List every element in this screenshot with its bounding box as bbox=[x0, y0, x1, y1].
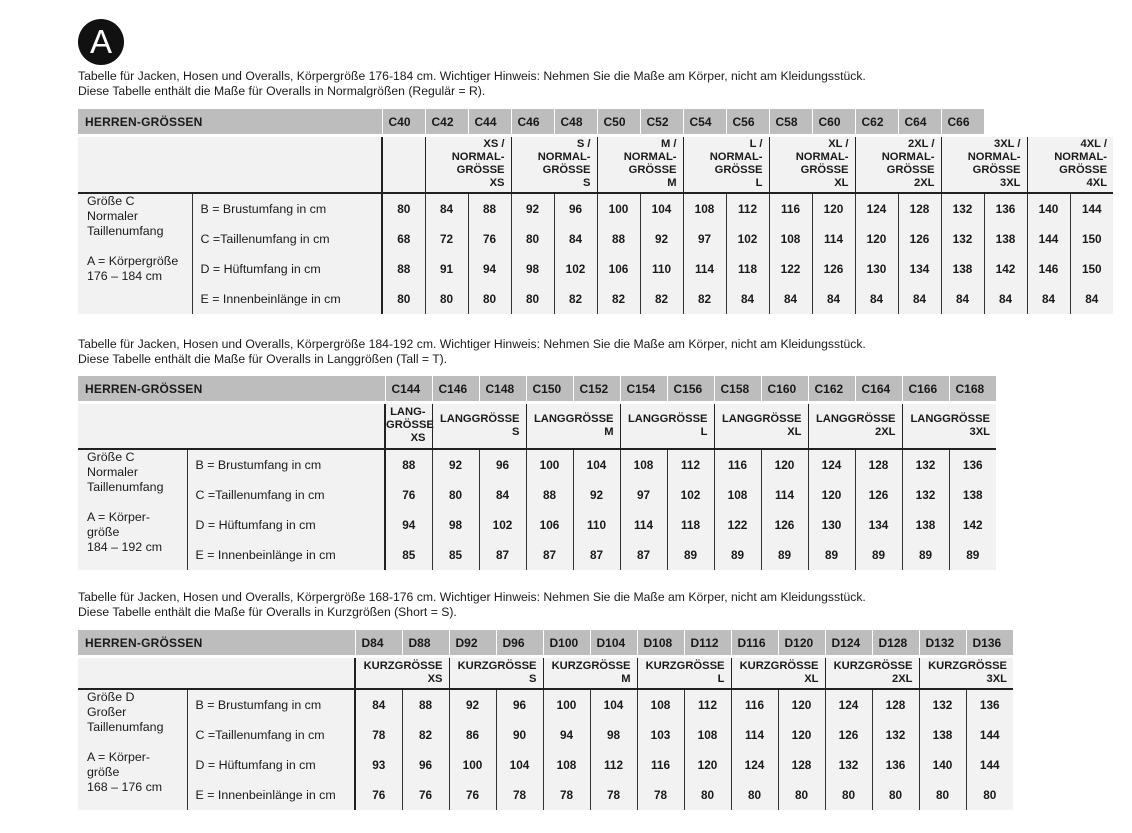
measure-value: 96 bbox=[554, 194, 597, 224]
header-row bbox=[78, 376, 996, 403]
measure-value: 132 bbox=[872, 720, 919, 750]
size-code: D108 bbox=[637, 630, 684, 657]
size-code: D124 bbox=[825, 630, 872, 657]
group-label-size: Größe C Normaler Taillenumfang bbox=[78, 450, 187, 510]
size-group-spacer bbox=[78, 657, 355, 689]
measure-label: C =Taillenumfang in cm bbox=[187, 480, 385, 510]
size-group-label: LANGGRÖSSE 3XL bbox=[902, 403, 996, 449]
measure-value: 126 bbox=[812, 254, 855, 284]
size-group-label: 4XL / NORMAL- GRÖSSE 4XL bbox=[1027, 136, 1113, 193]
measure-value: 88 bbox=[526, 480, 573, 510]
size-code: C64 bbox=[898, 109, 941, 136]
measure-value: 130 bbox=[808, 510, 855, 540]
measure-value: 88 bbox=[402, 690, 449, 720]
measure-value: 128 bbox=[898, 194, 941, 224]
measure-value: 114 bbox=[731, 720, 778, 750]
measure-value: 76 bbox=[468, 224, 511, 254]
size-group-label: KURZGRÖSSE L bbox=[637, 657, 731, 689]
measure-value: 80 bbox=[432, 480, 479, 510]
measure-value: 80 bbox=[511, 284, 554, 314]
size-code: C164 bbox=[855, 376, 902, 403]
size-code: C150 bbox=[526, 376, 573, 403]
measure-value: 112 bbox=[726, 194, 769, 224]
measure-value: 104 bbox=[496, 750, 543, 780]
measure-value: 68 bbox=[382, 224, 425, 254]
size-code: C168 bbox=[949, 376, 996, 403]
measure-value: 120 bbox=[778, 720, 825, 750]
measure-label: D = Hüftumfang in cm bbox=[187, 750, 355, 780]
measure-value: 104 bbox=[590, 690, 637, 720]
table-row bbox=[78, 194, 1113, 224]
measure-value: 108 bbox=[543, 750, 590, 780]
measure-value: 136 bbox=[966, 690, 1013, 720]
measure-value: 87 bbox=[620, 540, 667, 570]
size-group-spacer bbox=[78, 403, 385, 449]
measure-value: 124 bbox=[808, 450, 855, 480]
size-code: D112 bbox=[684, 630, 731, 657]
measure-value: 134 bbox=[898, 254, 941, 284]
size-code: C44 bbox=[468, 109, 511, 136]
size-code: D96 bbox=[496, 630, 543, 657]
measure-value: 140 bbox=[919, 750, 966, 780]
measure-value: 84 bbox=[726, 284, 769, 314]
size-group-label: LANG- GRÖSSE XS bbox=[385, 403, 432, 449]
size-code: C166 bbox=[902, 376, 949, 403]
table-row bbox=[78, 690, 1013, 720]
measure-value: 92 bbox=[511, 194, 554, 224]
table-row bbox=[78, 750, 1013, 780]
measure-value: 76 bbox=[385, 480, 432, 510]
size-code: C152 bbox=[573, 376, 620, 403]
measure-value: 126 bbox=[825, 720, 872, 750]
measure-value: 86 bbox=[449, 720, 496, 750]
size-group-label bbox=[382, 136, 425, 193]
measure-value: 112 bbox=[684, 690, 731, 720]
size-group-row bbox=[78, 657, 1013, 689]
measure-value: 84 bbox=[1070, 284, 1113, 314]
measure-value: 102 bbox=[554, 254, 597, 284]
measure-value: 126 bbox=[855, 480, 902, 510]
measure-value: 87 bbox=[573, 540, 620, 570]
size-code: D88 bbox=[402, 630, 449, 657]
measure-value: 108 bbox=[769, 224, 812, 254]
measure-value: 84 bbox=[898, 284, 941, 314]
measure-label: D = Hüftumfang in cm bbox=[187, 510, 385, 540]
size-code: C156 bbox=[667, 376, 714, 403]
measure-value: 88 bbox=[382, 254, 425, 284]
intro-line-2: Diese Tabelle enthält die Maße für Overalls in Langgrößen (Tall = T). bbox=[78, 352, 448, 366]
measure-value: 120 bbox=[812, 194, 855, 224]
measure-value: 136 bbox=[984, 194, 1027, 224]
size-code: C60 bbox=[812, 109, 855, 136]
size-code: C48 bbox=[554, 109, 597, 136]
measure-label: B = Brustumfang in cm bbox=[187, 690, 355, 720]
measure-value: 122 bbox=[714, 510, 761, 540]
measure-value: 100 bbox=[543, 690, 590, 720]
measure-value: 116 bbox=[637, 750, 684, 780]
size-code: C148 bbox=[479, 376, 526, 403]
size-group-label: KURZGRÖSSE 2XL bbox=[825, 657, 919, 689]
measure-value: 89 bbox=[902, 540, 949, 570]
header-blank-cell bbox=[984, 109, 1113, 136]
table-header-title: HERREN-GRÖSSEN bbox=[78, 630, 355, 657]
measure-value: 80 bbox=[731, 780, 778, 810]
measure-value: 132 bbox=[902, 450, 949, 480]
measure-value: 91 bbox=[425, 254, 468, 284]
size-group-label: KURZGRÖSSE XL bbox=[731, 657, 825, 689]
measure-label: C =Taillenumfang in cm bbox=[192, 224, 382, 254]
measure-value: 98 bbox=[432, 510, 479, 540]
measure-value: 106 bbox=[526, 510, 573, 540]
measure-value: 114 bbox=[812, 224, 855, 254]
size-code: C56 bbox=[726, 109, 769, 136]
measure-value: 124 bbox=[855, 194, 898, 224]
table-intro bbox=[78, 337, 866, 367]
measure-value: 82 bbox=[554, 284, 597, 314]
size-group-label: LANGGRÖSSE XL bbox=[714, 403, 808, 449]
measure-value: 89 bbox=[949, 540, 996, 570]
measure-value: 140 bbox=[1027, 194, 1070, 224]
group-label-height: A = Körper- größe 184 – 192 cm bbox=[78, 510, 187, 570]
measure-value: 138 bbox=[941, 254, 984, 284]
size-table bbox=[78, 109, 1113, 314]
size-code: C144 bbox=[385, 376, 432, 403]
measure-value: 102 bbox=[479, 510, 526, 540]
measure-value: 84 bbox=[941, 284, 984, 314]
measure-label: D = Hüftumfang in cm bbox=[192, 254, 382, 284]
measure-value: 114 bbox=[620, 510, 667, 540]
measure-value: 106 bbox=[597, 254, 640, 284]
measure-value: 112 bbox=[667, 450, 714, 480]
measure-label: E = Innenbeinlänge in cm bbox=[192, 284, 382, 314]
size-group-label: LANGGRÖSSE 2XL bbox=[808, 403, 902, 449]
measure-value: 92 bbox=[449, 690, 496, 720]
size-group-label: S / NORMAL- GRÖSSE S bbox=[511, 136, 597, 193]
size-group-label: M / NORMAL- GRÖSSE M bbox=[597, 136, 683, 193]
measure-value: 100 bbox=[526, 450, 573, 480]
measure-value: 144 bbox=[966, 750, 1013, 780]
measure-value: 120 bbox=[684, 750, 731, 780]
measure-value: 88 bbox=[597, 224, 640, 254]
measure-value: 114 bbox=[683, 254, 726, 284]
table-row bbox=[78, 720, 1013, 750]
measure-value: 82 bbox=[640, 284, 683, 314]
measure-value: 78 bbox=[355, 720, 402, 750]
measure-value: 116 bbox=[769, 194, 812, 224]
measure-value: 128 bbox=[778, 750, 825, 780]
measure-value: 92 bbox=[573, 480, 620, 510]
measure-value: 116 bbox=[731, 690, 778, 720]
size-group-label: 2XL / NORMAL- GRÖSSE 2XL bbox=[855, 136, 941, 193]
measure-value: 97 bbox=[683, 224, 726, 254]
measure-value: 96 bbox=[479, 450, 526, 480]
intro-line-2: Diese Tabelle enthält die Maße für Overalls in Kurzgrößen (Short = S). bbox=[78, 605, 457, 619]
size-code: C40 bbox=[382, 109, 425, 136]
size-group-label: LANGGRÖSSE M bbox=[526, 403, 620, 449]
measure-value: 116 bbox=[714, 450, 761, 480]
size-code: D116 bbox=[731, 630, 778, 657]
size-code: C54 bbox=[683, 109, 726, 136]
intro-line-1: Tabelle für Jacken, Hosen und Overalls, Körpergröße 184-192 cm. Wichtiger Hinweis: Nehmen Sie die Maße am Körper, nicht am Kleidungsstück. bbox=[78, 337, 866, 351]
measure-value: 84 bbox=[769, 284, 812, 314]
measure-value: 108 bbox=[620, 450, 667, 480]
measure-value: 104 bbox=[640, 194, 683, 224]
measure-value: 118 bbox=[667, 510, 714, 540]
section-badge: A bbox=[78, 19, 124, 65]
measure-value: 89 bbox=[808, 540, 855, 570]
measure-value: 98 bbox=[511, 254, 554, 284]
table-row bbox=[78, 510, 996, 540]
measure-value: 118 bbox=[726, 254, 769, 284]
measure-value: 136 bbox=[949, 450, 996, 480]
measure-value: 138 bbox=[949, 480, 996, 510]
measure-value: 76 bbox=[402, 780, 449, 810]
size-group-label: KURZGRÖSSE XS bbox=[355, 657, 449, 689]
measure-value: 80 bbox=[468, 284, 511, 314]
measure-value: 84 bbox=[355, 690, 402, 720]
measure-value: 138 bbox=[984, 224, 1027, 254]
measure-value: 120 bbox=[778, 690, 825, 720]
measure-value: 87 bbox=[526, 540, 573, 570]
size-group-row bbox=[78, 403, 996, 449]
size-group-label: LANGGRÖSSE S bbox=[432, 403, 526, 449]
size-code: D84 bbox=[355, 630, 402, 657]
group-label-size: Größe D Großer Taillenumfang bbox=[78, 690, 187, 750]
table-row bbox=[78, 254, 1113, 284]
measure-value: 96 bbox=[402, 750, 449, 780]
measure-value: 102 bbox=[667, 480, 714, 510]
measure-value: 80 bbox=[425, 284, 468, 314]
measure-value: 112 bbox=[590, 750, 637, 780]
size-code: C160 bbox=[761, 376, 808, 403]
measure-value: 89 bbox=[714, 540, 761, 570]
measure-value: 142 bbox=[949, 510, 996, 540]
measure-value: 82 bbox=[683, 284, 726, 314]
measure-value: 142 bbox=[984, 254, 1027, 284]
measure-value: 103 bbox=[637, 720, 684, 750]
measure-value: 134 bbox=[855, 510, 902, 540]
size-code: D136 bbox=[966, 630, 1013, 657]
group-label-height: A = Körper- größe 168 – 176 cm bbox=[78, 750, 187, 810]
measure-value: 132 bbox=[941, 194, 984, 224]
size-code: C62 bbox=[855, 109, 898, 136]
measure-value: 92 bbox=[432, 450, 479, 480]
measure-value: 128 bbox=[855, 450, 902, 480]
group-label-size: Größe C Normaler Taillenumfang bbox=[78, 194, 192, 254]
measure-value: 84 bbox=[1027, 284, 1070, 314]
measure-value: 80 bbox=[382, 194, 425, 224]
table-row bbox=[78, 284, 1113, 314]
measure-value: 89 bbox=[761, 540, 808, 570]
measure-value: 120 bbox=[808, 480, 855, 510]
measure-label: B = Brustumfang in cm bbox=[192, 194, 382, 224]
measure-value: 84 bbox=[855, 284, 898, 314]
measure-value: 150 bbox=[1070, 224, 1113, 254]
size-table bbox=[78, 376, 996, 570]
measure-value: 114 bbox=[761, 480, 808, 510]
measure-value: 89 bbox=[855, 540, 902, 570]
size-code: D120 bbox=[778, 630, 825, 657]
measure-value: 120 bbox=[761, 450, 808, 480]
size-code: C50 bbox=[597, 109, 640, 136]
measure-value: 132 bbox=[902, 480, 949, 510]
measure-value: 89 bbox=[667, 540, 714, 570]
measure-value: 146 bbox=[1027, 254, 1070, 284]
measure-value: 94 bbox=[468, 254, 511, 284]
table-row bbox=[78, 480, 996, 510]
measure-value: 88 bbox=[385, 450, 432, 480]
size-group-spacer bbox=[78, 136, 382, 193]
measure-value: 76 bbox=[449, 780, 496, 810]
measure-value: 108 bbox=[714, 480, 761, 510]
measure-value: 94 bbox=[385, 510, 432, 540]
size-code: D100 bbox=[543, 630, 590, 657]
header-row bbox=[78, 109, 1113, 136]
measure-value: 72 bbox=[425, 224, 468, 254]
measure-label: C =Taillenumfang in cm bbox=[187, 720, 355, 750]
size-table bbox=[78, 630, 1013, 810]
measure-value: 80 bbox=[919, 780, 966, 810]
measure-value: 78 bbox=[543, 780, 590, 810]
measure-value: 136 bbox=[872, 750, 919, 780]
measure-value: 104 bbox=[573, 450, 620, 480]
measure-value: 108 bbox=[637, 690, 684, 720]
measure-value: 87 bbox=[479, 540, 526, 570]
size-group-label: XS / NORMAL- GRÖSSE XS bbox=[425, 136, 511, 193]
measure-value: 144 bbox=[1027, 224, 1070, 254]
measure-label: B = Brustumfang in cm bbox=[187, 450, 385, 480]
size-code: D104 bbox=[590, 630, 637, 657]
size-code: D92 bbox=[449, 630, 496, 657]
intro-line-2: Diese Tabelle enthält die Maße für Overalls in Normalgrößen (Regulär = R). bbox=[78, 84, 486, 98]
measure-value: 78 bbox=[590, 780, 637, 810]
measure-value: 80 bbox=[511, 224, 554, 254]
measure-value: 100 bbox=[449, 750, 496, 780]
size-group-label: LANGGRÖSSE L bbox=[620, 403, 714, 449]
size-code: C42 bbox=[425, 109, 468, 136]
measure-value: 80 bbox=[825, 780, 872, 810]
measure-value: 88 bbox=[468, 194, 511, 224]
measure-value: 132 bbox=[919, 690, 966, 720]
size-group-label: 3XL / NORMAL- GRÖSSE 3XL bbox=[941, 136, 1027, 193]
measure-value: 126 bbox=[898, 224, 941, 254]
size-code: D128 bbox=[872, 630, 919, 657]
measure-value: 132 bbox=[941, 224, 984, 254]
measure-value: 96 bbox=[496, 690, 543, 720]
size-code: C158 bbox=[714, 376, 761, 403]
table-intro bbox=[78, 69, 866, 99]
measure-value: 76 bbox=[355, 780, 402, 810]
measure-value: 108 bbox=[683, 194, 726, 224]
measure-value: 122 bbox=[769, 254, 812, 284]
table-header-title: HERREN-GRÖSSEN bbox=[78, 376, 385, 403]
measure-value: 150 bbox=[1070, 254, 1113, 284]
size-group-label: L / NORMAL- GRÖSSE L bbox=[683, 136, 769, 193]
measure-label: E = Innenbeinlänge in cm bbox=[187, 540, 385, 570]
measure-value: 126 bbox=[761, 510, 808, 540]
measure-value: 110 bbox=[573, 510, 620, 540]
measure-value: 78 bbox=[496, 780, 543, 810]
group-label-height: A = Körpergröße 176 – 184 cm bbox=[78, 254, 192, 314]
measure-value: 120 bbox=[855, 224, 898, 254]
measure-value: 144 bbox=[1070, 194, 1113, 224]
size-group-label: KURZGRÖSSE 3XL bbox=[919, 657, 1013, 689]
intro-line-1: Tabelle für Jacken, Hosen und Overalls, Körpergröße 168-176 cm. Wichtiger Hinweis: Nehmen Sie die Maße am Körper, nicht am Kleidungsstück. bbox=[78, 590, 866, 604]
measure-value: 110 bbox=[640, 254, 683, 284]
measure-value: 82 bbox=[402, 720, 449, 750]
measure-value: 102 bbox=[726, 224, 769, 254]
size-code: C154 bbox=[620, 376, 667, 403]
measure-value: 132 bbox=[825, 750, 872, 780]
measure-value: 98 bbox=[590, 720, 637, 750]
measure-value: 80 bbox=[684, 780, 731, 810]
measure-value: 80 bbox=[872, 780, 919, 810]
measure-value: 128 bbox=[872, 690, 919, 720]
measure-value: 84 bbox=[479, 480, 526, 510]
size-code: C162 bbox=[808, 376, 855, 403]
size-code: C66 bbox=[941, 109, 984, 136]
table-intro bbox=[78, 590, 866, 620]
size-group-label: KURZGRÖSSE M bbox=[543, 657, 637, 689]
measure-value: 97 bbox=[620, 480, 667, 510]
measure-value: 144 bbox=[966, 720, 1013, 750]
measure-value: 78 bbox=[637, 780, 684, 810]
measure-value: 124 bbox=[731, 750, 778, 780]
size-code: C46 bbox=[511, 109, 554, 136]
measure-value: 94 bbox=[543, 720, 590, 750]
measure-value: 108 bbox=[684, 720, 731, 750]
measure-value: 84 bbox=[984, 284, 1027, 314]
measure-value: 80 bbox=[966, 780, 1013, 810]
size-code: D132 bbox=[919, 630, 966, 657]
measure-value: 93 bbox=[355, 750, 402, 780]
measure-value: 130 bbox=[855, 254, 898, 284]
intro-line-1: Tabelle für Jacken, Hosen und Overalls, Körpergröße 176-184 cm. Wichtiger Hinweis: Nehmen Sie die Maße am Körper, nicht am Kleidungsstück. bbox=[78, 69, 866, 83]
table-row bbox=[78, 540, 996, 570]
measure-value: 138 bbox=[902, 510, 949, 540]
measure-value: 92 bbox=[640, 224, 683, 254]
size-code: C146 bbox=[432, 376, 479, 403]
measure-label: E = Innenbeinlänge in cm bbox=[187, 780, 355, 810]
table-row bbox=[78, 224, 1113, 254]
header-row bbox=[78, 630, 1013, 657]
size-code: C52 bbox=[640, 109, 683, 136]
table-header-title: HERREN-GRÖSSEN bbox=[78, 109, 382, 136]
size-group-label: KURZGRÖSSE S bbox=[449, 657, 543, 689]
measure-value: 100 bbox=[597, 194, 640, 224]
table-row bbox=[78, 780, 1013, 810]
size-group-label: XL / NORMAL- GRÖSSE XL bbox=[769, 136, 855, 193]
measure-value: 80 bbox=[778, 780, 825, 810]
measure-value: 84 bbox=[812, 284, 855, 314]
measure-value: 82 bbox=[597, 284, 640, 314]
measure-value: 124 bbox=[825, 690, 872, 720]
measure-value: 85 bbox=[385, 540, 432, 570]
measure-value: 90 bbox=[496, 720, 543, 750]
measure-value: 84 bbox=[425, 194, 468, 224]
measure-value: 138 bbox=[919, 720, 966, 750]
size-group-row bbox=[78, 136, 1113, 193]
size-code: C58 bbox=[769, 109, 812, 136]
measure-value: 80 bbox=[382, 284, 425, 314]
table-row bbox=[78, 450, 996, 480]
measure-value: 84 bbox=[554, 224, 597, 254]
measure-value: 85 bbox=[432, 540, 479, 570]
